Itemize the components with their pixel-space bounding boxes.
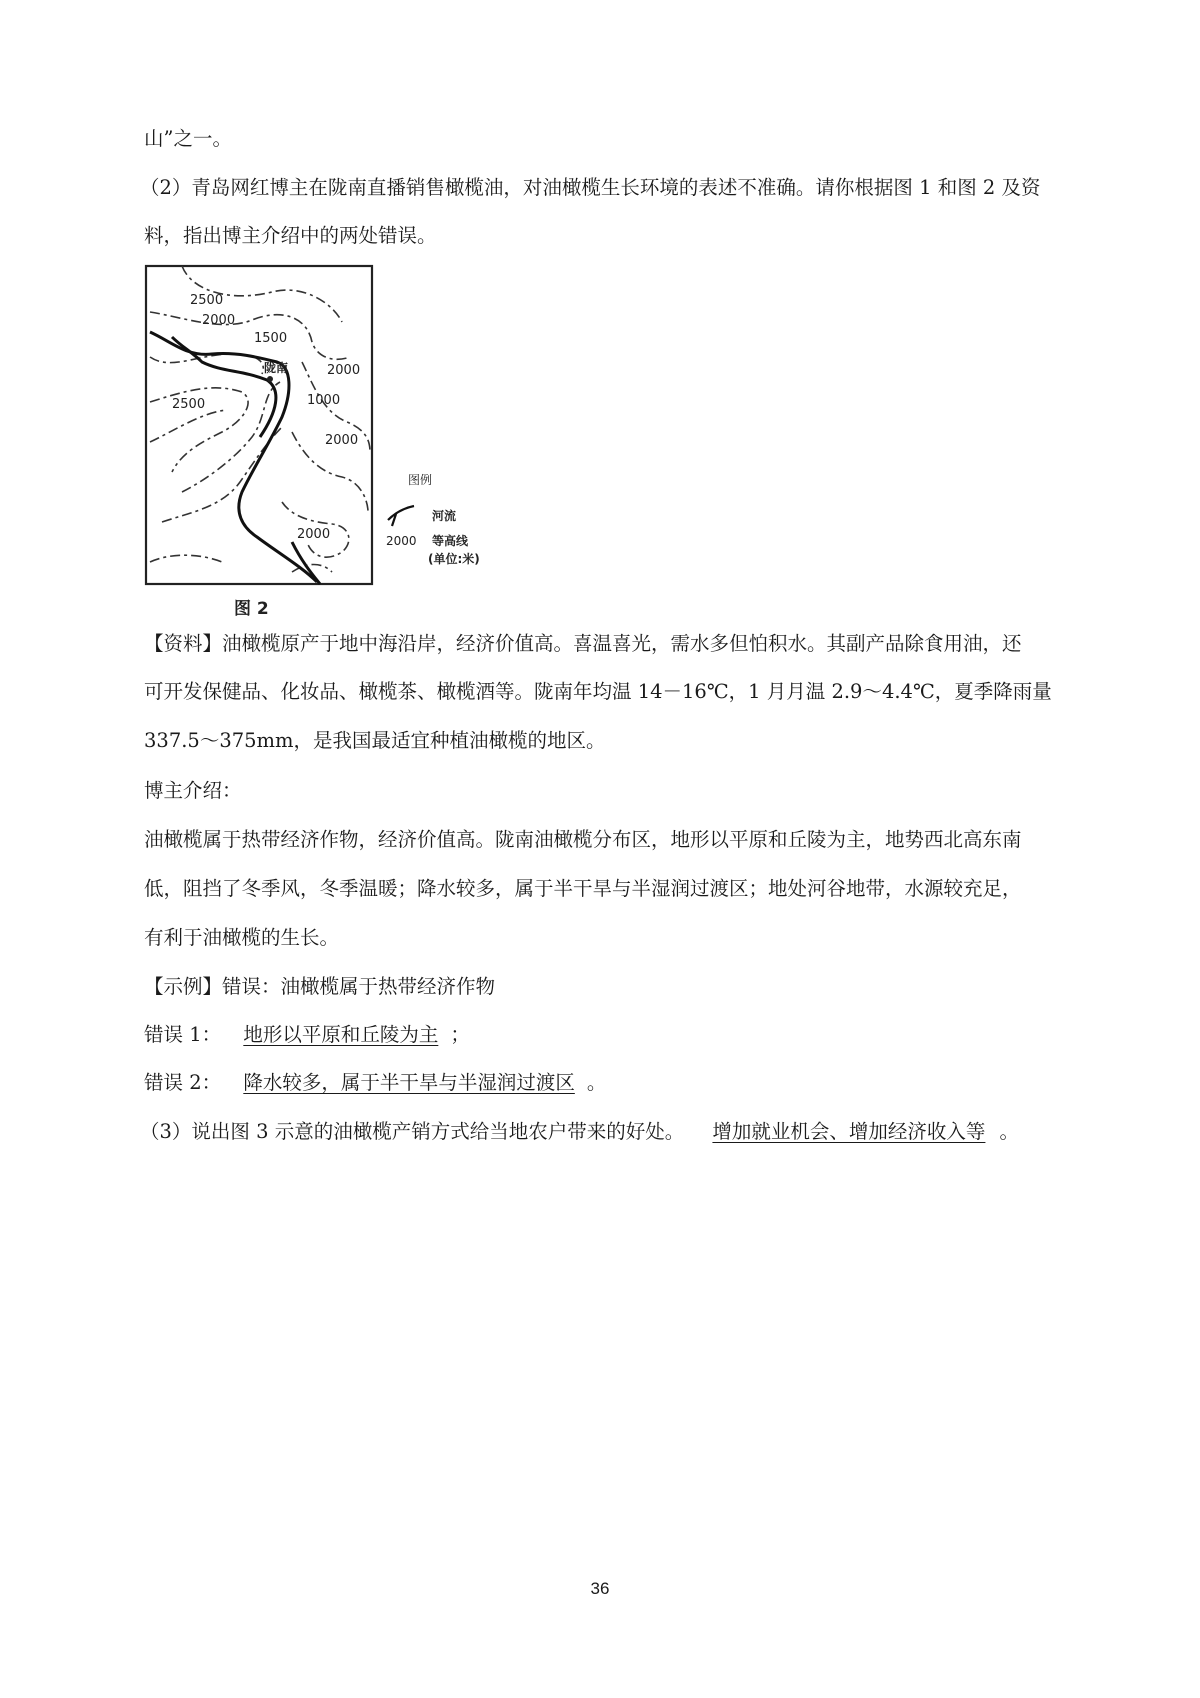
material-line-1: 【资料】油橄榄原产于地中海沿岸，经济价值高。喜温喜光，需水多但怕积水。其副产品除食用油，还 [144,632,1022,655]
map-frame [146,266,372,584]
question-2-line-2: 料，指出博主介绍中的两处错误。 [144,224,437,247]
error-1-label: 错误 1： [144,1023,222,1046]
contour-line [150,410,227,442]
error-2-label: 错误 2： [144,1071,222,1094]
contour-label: 1500 [254,331,288,346]
contour-label: 1000 [307,393,341,408]
blogger-title: 博主介绍： [144,779,242,802]
example-line: 【示例】错误：油橄榄属于热带经济作物 [144,975,496,998]
contour-map-figure [142,262,562,662]
legend-contour-sample: 2000 [386,534,417,548]
blogger-line-3: 有利于油橄榄的生长。 [144,926,340,949]
contour-label: 2500 [190,293,224,308]
text-line: 山”之一。 [144,127,232,150]
page-number: 36 [590,1579,610,1598]
legend-unit: (单位:米) [428,552,480,566]
error-1-end: ； [450,1023,470,1046]
question-3-text: （3）说出图 3 示意的油橄榄产销方式给当地农户带来的好处。 [140,1120,685,1143]
error-1-answer: 地形以平原和丘陵为主 [243,1023,439,1046]
error-1-line [144,1022,1084,1048]
place-marker [267,376,273,382]
contour-line [162,427,282,522]
question-3-line [140,1119,1080,1145]
blogger-line-2: 低，阻挡了冬季风，冬季温暖；降水较多，属于半干旱与半湿润过渡区；地处河谷地带，水源较充足， [144,877,1022,900]
contour-label: 2000 [202,313,236,328]
material-line-2: 可开发保健品、化妆品、橄榄茶、橄榄酒等。陇南年均温 14－16℃，1 月月温 2.9～4.4℃，夏季降雨量 [144,680,1052,703]
river-line [292,542,320,584]
contour-line [150,555,222,562]
error-2-end: 。 [586,1071,607,1094]
contour-label: 2000 [325,433,359,448]
material-line-3: 337.5～375mm，是我国最适宜种植油橄榄的地区。 [144,729,606,752]
legend [386,472,480,566]
contour-label: 2500 [172,397,206,412]
legend-river-symbol [388,506,414,526]
legend-river-label: 河流 [432,509,457,523]
legend-title: 图例 [408,473,433,487]
legend-contour-label: 等高线 [432,534,469,548]
contour-line [150,312,347,359]
figure-caption: 图 2 [234,599,269,619]
contour-label: 2000 [327,363,361,378]
place-label: 陇南 [264,361,289,375]
error-2-line [144,1070,1084,1096]
error-2-answer: 降水较多，属于半干旱与半湿润过渡区 [243,1071,575,1094]
question-2-line-1: （2）青岛网红博主在陇南直播销售橄榄油，对油橄榄生长环境的表述不准确。请你根据图 1 和图 2 及资 [140,176,1041,199]
question-3-end: 。 [999,1120,1019,1143]
blogger-line-1: 油橄榄属于热带经济作物，经济价值高。陇南油橄榄分布区，地形以平原和丘陵为主，地势西北高东南 [144,828,1022,851]
contour-label: 2000 [297,527,331,542]
question-3-answer: 增加就业机会、增加经济收入等 [712,1120,986,1143]
